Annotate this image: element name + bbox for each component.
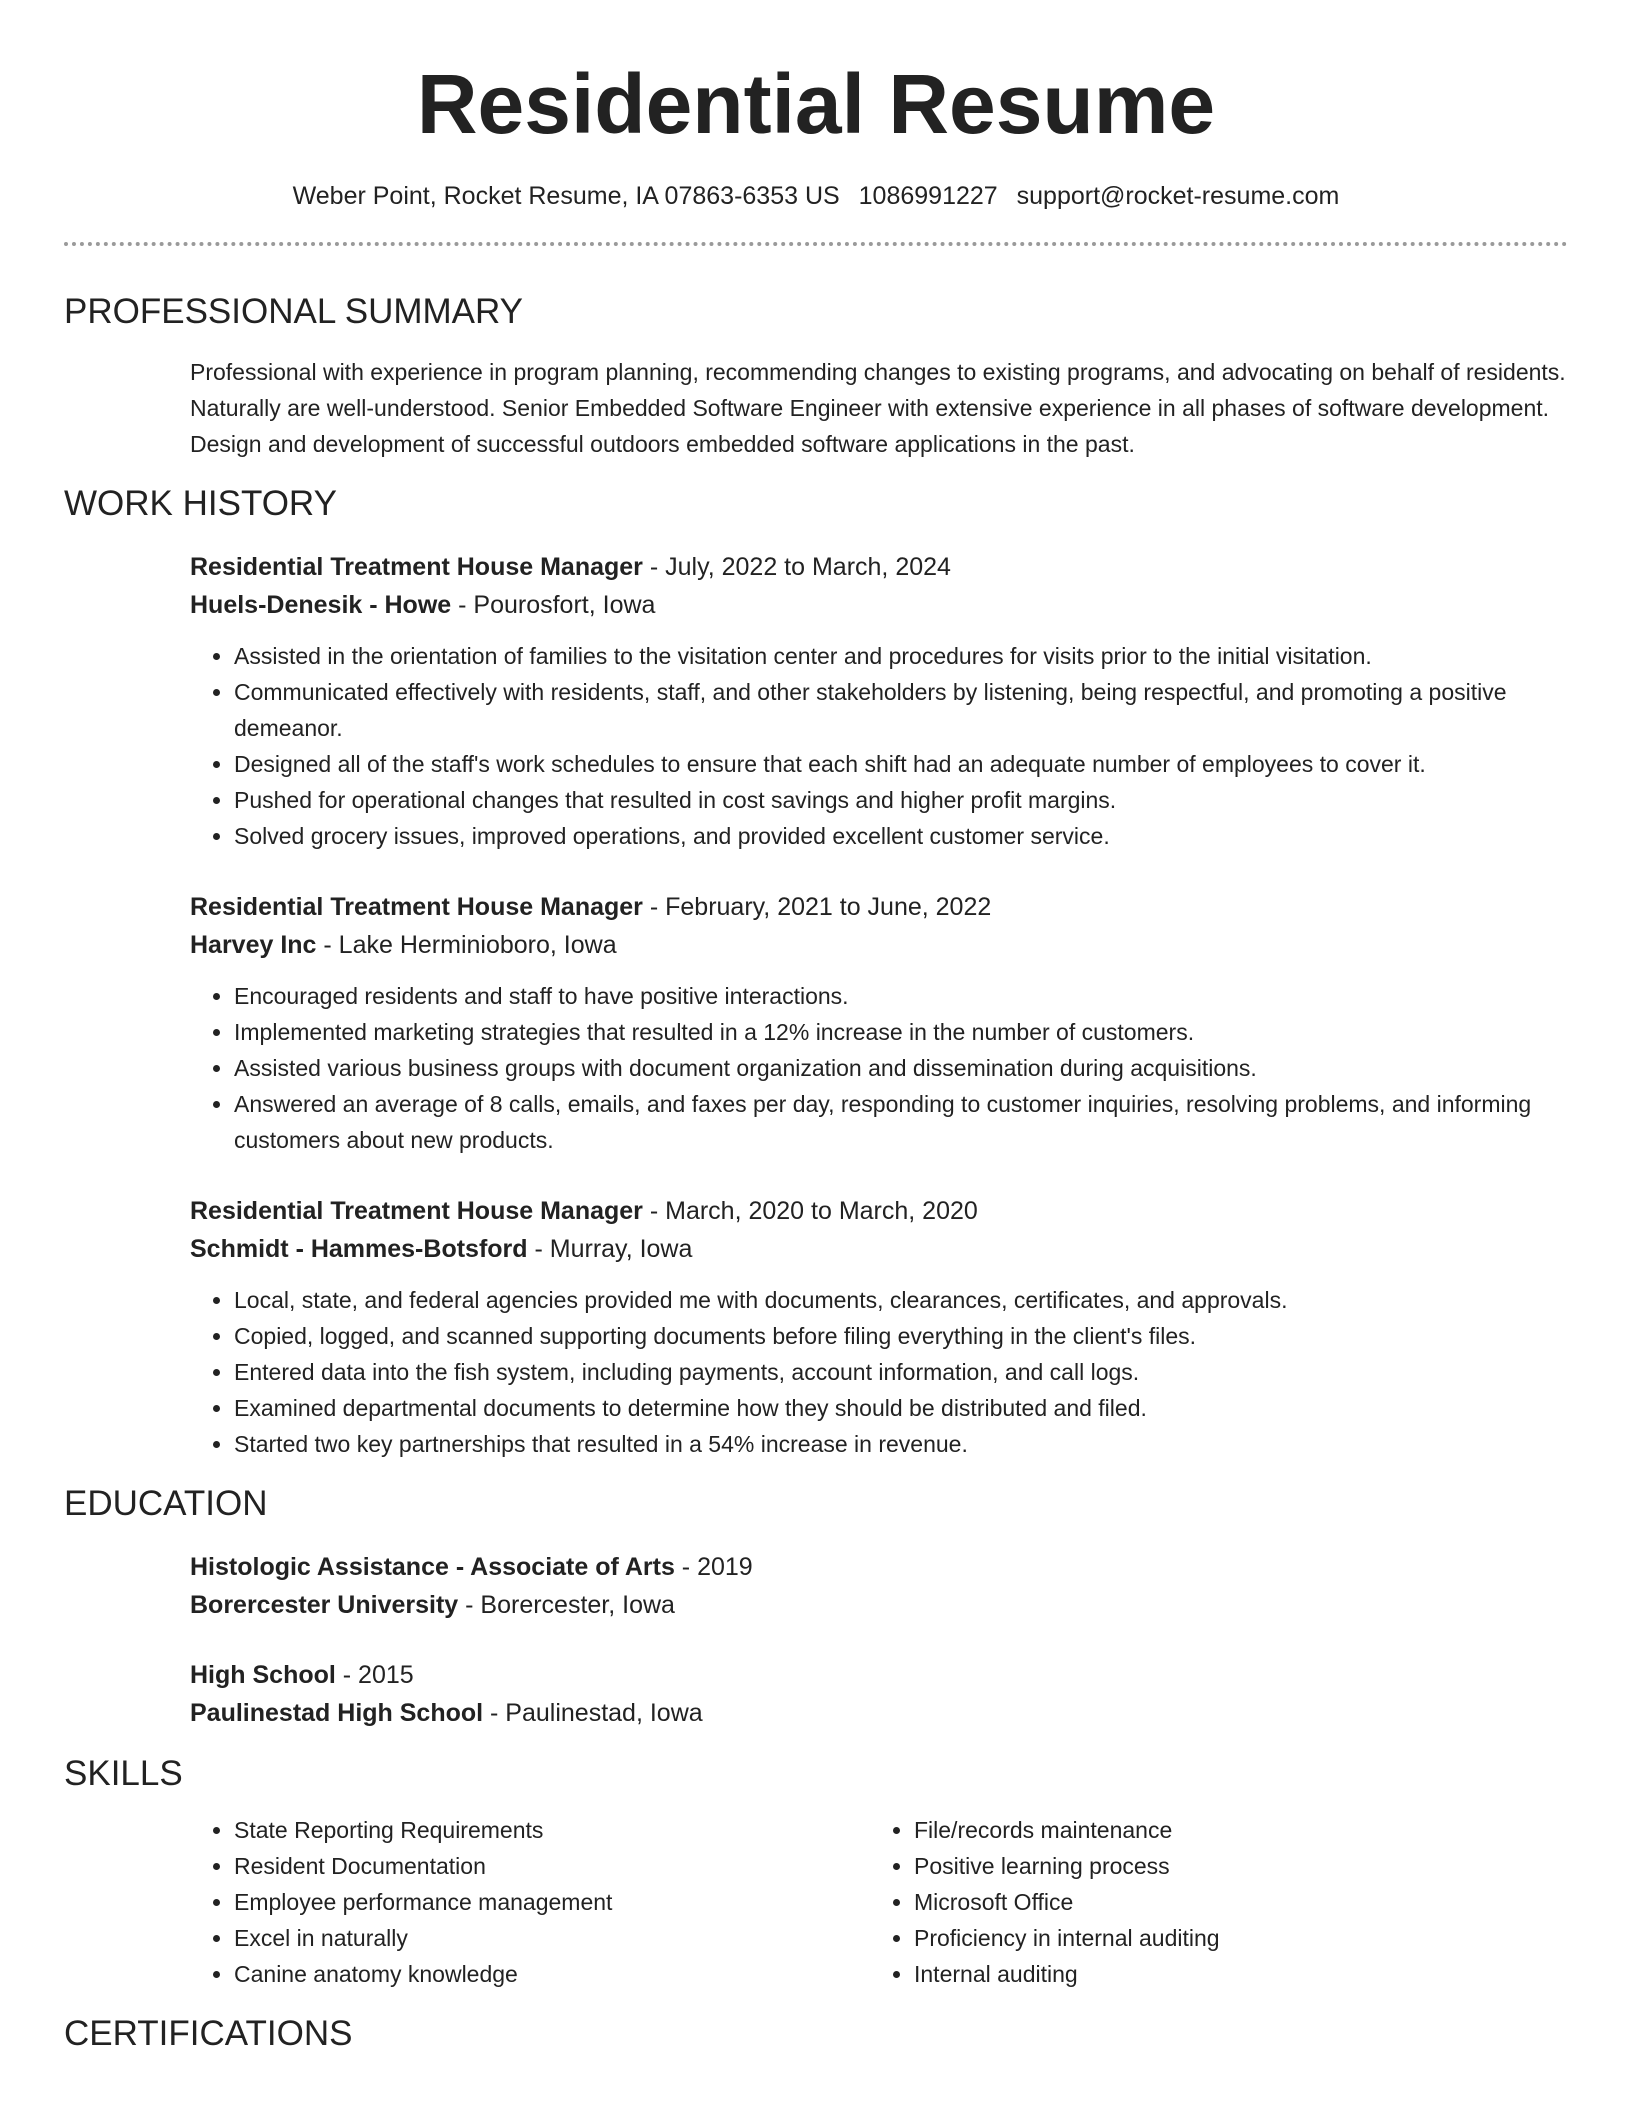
education-degree: High School — [190, 1661, 336, 1689]
work-history-heading: WORK HISTORY — [64, 484, 337, 523]
job-role: Residential Treatment House Manager — [190, 893, 643, 921]
job-bullet: • Answered an average of 8 calls, emails, and faxes per day, responding to customer inquiries, resolving problems, and informing customers about new products. — [234, 1086, 1568, 1158]
job-bullets — [190, 1282, 1568, 1462]
job-company-line — [190, 586, 1568, 624]
job-bullet: • Encouraged residents and staff to have positive interactions. — [234, 978, 1568, 1014]
skill-item: • Resident Documentation — [234, 1848, 870, 1884]
job-company: Huels-Denesik - Howe — [190, 591, 452, 619]
education-degree-line — [190, 1656, 1568, 1694]
job-dates: - March, 2020 to March, 2020 — [642, 1197, 978, 1225]
job-bullet: • Copied, logged, and scanned supporting documents before filing everything in the client's files. — [234, 1318, 1568, 1354]
job-location: - Lake Herminioboro, Iowa — [316, 931, 617, 959]
job-dates: - February, 2021 to June, 2022 — [642, 893, 992, 921]
skills-heading: SKILLS — [64, 1754, 183, 1793]
skill-item: • Microsoft Office — [914, 1884, 1550, 1920]
header-divider — [64, 242, 1568, 246]
skill-item: • Positive learning process — [914, 1848, 1550, 1884]
skill-item: • File/records maintenance — [914, 1812, 1550, 1848]
job-location: - Pourosfort, Iowa — [451, 591, 656, 619]
skill-item: • Proficiency in internal auditing — [914, 1920, 1550, 1956]
job-company-line — [190, 926, 1568, 964]
job-bullet: • Assisted various business groups with document organization and dissemination during acquisitions. — [234, 1050, 1568, 1086]
resume-name: Residential Resume — [416, 57, 1216, 151]
job-bullet: • Entered data into the fish system, including payments, account information, and call logs. — [234, 1354, 1568, 1390]
education-degree: Histologic Assistance - Associate of Arts — [190, 1553, 675, 1581]
contact-phone: 1086991227 — [858, 182, 998, 210]
job-bullet: • Started two key partnerships that resulted in a 54% increase in revenue. — [234, 1426, 1568, 1462]
education-school: Borercester University — [190, 1591, 459, 1619]
job-role: Residential Treatment House Manager — [190, 553, 643, 581]
job-title-line — [190, 548, 1568, 586]
skill-item: • Excel in naturally — [234, 1920, 870, 1956]
skills-list-right — [870, 1812, 1550, 1992]
education-entry — [64, 1548, 1568, 1624]
certifications-heading: CERTIFICATIONS — [64, 2014, 353, 2053]
education-year: - 2015 — [335, 1661, 414, 1689]
education-entry — [64, 1656, 1568, 1732]
skills-section — [64, 1752, 1568, 1992]
skill-item: • Internal auditing — [914, 1956, 1550, 1992]
job-bullet: • Designed all of the staff's work schedules to ensure that each shift had an adequate number of employees to cover it. — [234, 746, 1568, 782]
job-entry — [64, 548, 1568, 854]
job-bullets — [190, 978, 1568, 1158]
contact-line — [64, 180, 1568, 212]
summary-text: Professional with experience in program planning, recommending changes to existing programs, and advocating on behalf of residents. Naturally are well-understood. Senior Embedded Software Engineer with extensive experience in all phases of software development. Design and development of successful outdoors embedded software applications in the past. — [190, 359, 1566, 457]
contact-address: Weber Point, Rocket Resume, IA 07863-6353 US — [292, 182, 840, 210]
skill-item: • Canine anatomy knowledge — [234, 1956, 870, 1992]
certifications-section — [64, 2012, 1568, 2056]
skill-item: • State Reporting Requirements — [234, 1812, 870, 1848]
education-heading: EDUCATION — [64, 1484, 268, 1523]
education-school: Paulinestad High School — [190, 1699, 484, 1727]
job-entry — [64, 1192, 1568, 1462]
summary-heading: PROFESSIONAL SUMMARY — [64, 292, 523, 331]
job-dates: - July, 2022 to March, 2024 — [642, 553, 951, 581]
education-year: - 2019 — [674, 1553, 753, 1581]
education-location: - Paulinestad, Iowa — [483, 1699, 703, 1727]
summary-section — [64, 290, 1568, 462]
job-bullet: • Local, state, and federal agencies provided me with documents, clearances, certificates, and approvals. — [234, 1282, 1568, 1318]
job-bullet: • Assisted in the orientation of families to the visitation center and procedures for visits prior to the initial visitation. — [234, 638, 1568, 674]
job-company-line — [190, 1230, 1568, 1268]
job-bullet: • Implemented marketing strategies that resulted in a 12% increase in the number of customers. — [234, 1014, 1568, 1050]
work-history-section — [64, 482, 1568, 1462]
skills-columns — [64, 1812, 1568, 1992]
job-bullet: • Communicated effectively with residents, staff, and other stakeholders by listening, being respectful, and promoting a positive demeanor. — [234, 674, 1568, 746]
job-bullets — [190, 638, 1568, 854]
job-role: Residential Treatment House Manager — [190, 1197, 643, 1225]
job-title-line — [190, 1192, 1568, 1230]
job-company: Harvey Inc — [190, 931, 317, 959]
skills-list-left — [190, 1812, 870, 1992]
skill-item: • Employee performance management — [234, 1884, 870, 1920]
education-degree-line — [190, 1548, 1568, 1586]
job-bullet: • Examined departmental documents to determine how they should be distributed and filed. — [234, 1390, 1568, 1426]
education-school-line — [190, 1586, 1568, 1624]
education-school-line — [190, 1694, 1568, 1732]
job-bullet: • Pushed for operational changes that resulted in cost savings and higher profit margins. — [234, 782, 1568, 818]
job-title-line — [190, 888, 1568, 926]
job-company: Schmidt - Hammes-Botsford — [190, 1235, 528, 1263]
education-location: - Borercester, Iowa — [458, 1591, 675, 1619]
contact-email: support@rocket-resume.com — [1016, 182, 1340, 210]
resume-page — [64, 0, 1568, 2056]
education-section — [64, 1482, 1568, 1732]
job-location: - Murray, Iowa — [527, 1235, 693, 1263]
job-bullet: • Solved grocery issues, improved operations, and provided excellent customer service. — [234, 818, 1568, 854]
job-entry — [64, 888, 1568, 1158]
